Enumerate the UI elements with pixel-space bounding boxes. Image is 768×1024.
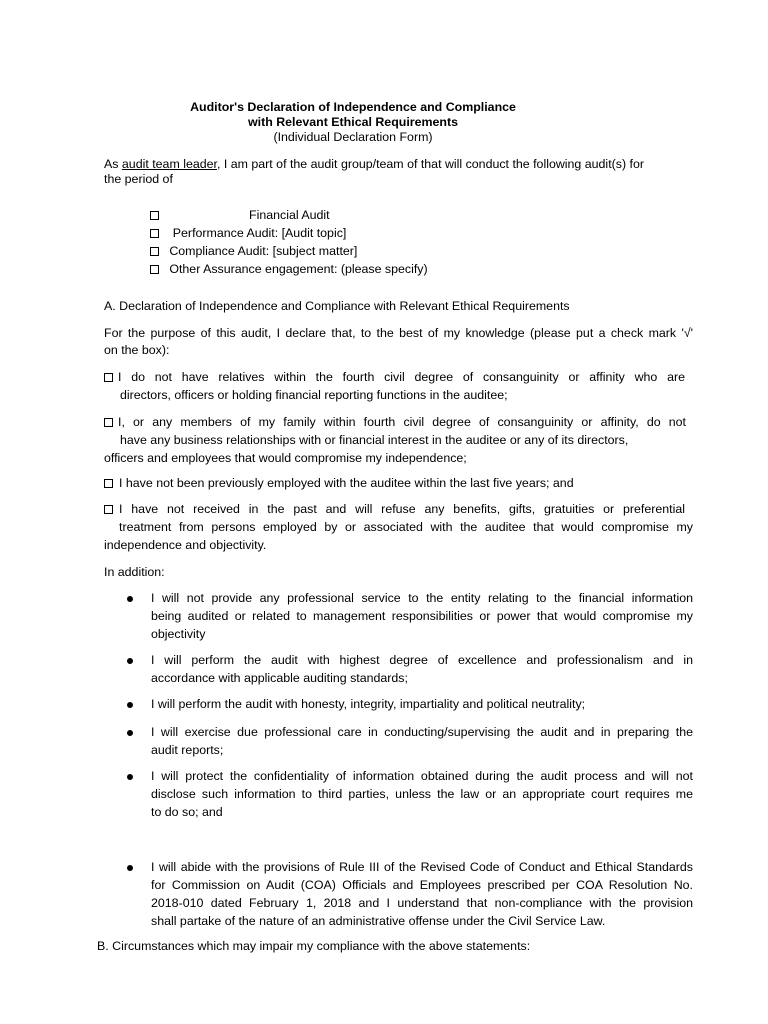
commitment-line: I will exercise due professional care in conducting/supervising the audit and in preparing the	[151, 725, 693, 739]
purpose-line-2: on the box):	[104, 343, 170, 357]
commitment-3	[151, 695, 693, 713]
commitment-line: shall partake of the nature of an administrative offense under the Civil Service Law.	[151, 914, 606, 928]
commitment-line: I will perform the audit with highest degree of excellence and professionalism and in	[151, 653, 693, 667]
check-4-line-3: independence and objectivity.	[104, 538, 267, 552]
section-a-heading: A. Declaration of Independence and Compliance with Relevant Ethical Requirements	[104, 299, 570, 313]
checkbox-icon[interactable]	[104, 418, 113, 427]
check-3-line-1: I have not been previously employed with the auditee within the last five years; and	[119, 476, 574, 490]
commitment-2	[151, 651, 693, 687]
commitment-6	[151, 858, 693, 930]
audit-type-other[interactable]	[150, 262, 428, 276]
checkbox-icon[interactable]	[104, 479, 113, 488]
in-addition-label: In addition:	[104, 565, 165, 579]
intro-rest: , I am part of the audit group/team of that will conduct the following audit(s) for	[216, 157, 644, 171]
audit-type-label: Financial Audit	[249, 208, 330, 222]
commitment-line: accordance with applicable auditing standards;	[151, 671, 408, 685]
bullet-icon	[127, 658, 133, 664]
declaration-check-1[interactable]	[104, 370, 113, 384]
commitment-5	[151, 767, 693, 821]
commitment-1	[151, 589, 693, 643]
check-1-line-1: I do not have relatives within the fourth civil degree of consanguinity or affinity who are	[118, 370, 685, 384]
commitment-line: I will abide with the provisions of Rule III of the Revised Code of Conduct and Ethical Standards	[151, 860, 693, 874]
commitment-line: I will protect the confidentiality of information obtained during the audit process and will not	[151, 769, 693, 783]
checkbox-icon[interactable]	[150, 229, 159, 238]
intro-as: As	[104, 157, 122, 171]
commitment-line: I will perform the audit with honesty, integrity, impartiality and political neutrality;	[151, 697, 586, 711]
intro-role: audit team leader	[121, 157, 217, 171]
checkbox-icon[interactable]	[104, 505, 113, 514]
audit-type-label: Other Assurance engagement: (please specify)	[169, 262, 428, 276]
commitment-line: audit reports;	[151, 743, 224, 757]
check-4-line-1: I have not received in the past and will refuse any benefits, gifts, gratuities or preferential	[119, 502, 685, 516]
checkbox-icon[interactable]	[150, 211, 159, 220]
title-line-1: Auditor's Declaration of Independence and Compliance	[190, 100, 516, 114]
check-2-line-1: I, or any members of my family within fourth civil degree of consanguinity or affinity, do not	[118, 415, 686, 429]
commitment-line: to do so; and	[151, 805, 223, 819]
checkbox-icon[interactable]	[104, 373, 113, 382]
check-4-line-2: treatment from persons employed by or associated with the auditee that would compromise my	[119, 520, 693, 534]
checkbox-icon[interactable]	[150, 265, 159, 274]
commitment-4	[151, 723, 693, 759]
check-1-line-2: directors, officers or holding financial reporting functions in the auditee;	[120, 388, 508, 402]
bullet-icon	[127, 596, 133, 602]
check-2-line-3: officers and employees that would compromise my independence;	[104, 451, 467, 465]
audit-type-compliance[interactable]	[150, 244, 357, 258]
declaration-check-3[interactable]	[104, 476, 113, 490]
audit-type-financial[interactable]	[150, 208, 330, 222]
audit-type-label: Compliance Audit: [subject matter]	[169, 244, 358, 258]
audit-type-performance[interactable]	[150, 226, 346, 240]
commitment-line: I will not provide any professional service to the entity relating to the financial information	[151, 591, 693, 605]
declaration-check-2[interactable]	[104, 415, 113, 429]
check-2-line-2: have any business relationships with or financial interest in the auditee or any of its directors,	[120, 433, 629, 447]
bullet-icon	[127, 774, 133, 780]
intro-line-1	[104, 157, 644, 171]
section-b-heading: B. Circumstances which may impair my compliance with the above statements:	[97, 939, 531, 953]
commitment-line: objectivity	[151, 627, 206, 641]
intro-line-2: the period of	[104, 172, 173, 186]
commitment-line: disclose such information to third parties, unless the law or an appropriate court requires me	[151, 787, 693, 801]
checkbox-icon[interactable]	[150, 247, 159, 256]
commitment-line: for Commission on Audit (COA) Officials and Employees prescribed per COA Resolution No.	[151, 878, 693, 892]
bullet-icon	[127, 730, 133, 736]
title-line-2: with Relevant Ethical Requirements	[247, 115, 458, 129]
commitment-line: 2018-010 dated February 1, 2018 and I understand that non-compliance with the provision	[151, 896, 693, 910]
declaration-check-4[interactable]	[104, 502, 113, 516]
purpose-line-1: For the purpose of this audit, I declare that, to the best of my knowledge (please put a check mark '√'	[104, 326, 693, 340]
bullet-icon	[127, 702, 133, 708]
audit-type-label: Performance Audit: [Audit topic]	[172, 226, 347, 240]
title-line-3: (Individual Declaration Form)	[273, 130, 433, 144]
commitment-line: being audited or related to management responsibilities or power that would compromise my	[151, 609, 693, 623]
bullet-icon	[127, 865, 133, 871]
